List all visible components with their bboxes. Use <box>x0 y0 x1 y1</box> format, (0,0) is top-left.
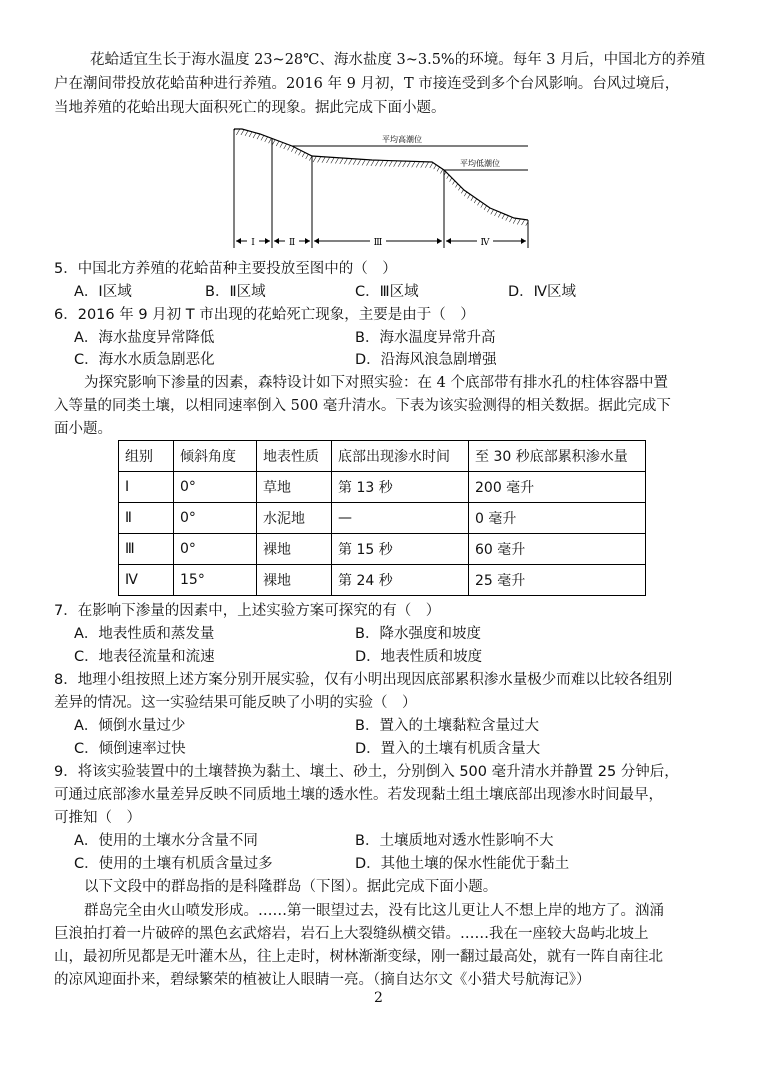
table-row <box>119 565 646 596</box>
question-5-stem: 5．中国北方养殖的花蛤苗种主要投放至图中的（ ） <box>54 261 397 277</box>
q8-option-a[interactable]: A．倾倒水量过少 <box>74 718 186 734</box>
table-cell: Ⅳ <box>119 565 174 596</box>
question-9-stem: 9．将该实验装置中的土壤替换为黏土、壤土、砂土，分别倒入 500 毫升清水并静置 25 分钟后， <box>54 764 679 780</box>
table-row <box>119 534 646 565</box>
table-cell: Ⅲ <box>119 534 174 565</box>
q8-option-c[interactable]: C．倾倒速率过快 <box>74 741 186 757</box>
q6-option-c[interactable]: C．海水水质急剧恶化 <box>74 352 215 368</box>
intro-line: 当地养殖的花蛤出现大面积死亡的现象。据此完成下面小题。 <box>54 100 446 116</box>
tidal-zone-diagram <box>232 126 532 252</box>
ground-hatch <box>234 129 528 226</box>
table-header: 组别 <box>119 441 174 472</box>
zone-label-4: Ⅳ <box>480 238 490 248</box>
q9-option-c[interactable]: C．使用的土壤有机质含量过多 <box>74 856 273 872</box>
table-cell: 水泥地 <box>257 503 332 534</box>
q6-option-b[interactable]: B．海水温度异常升高 <box>355 330 496 346</box>
question-6-stem: 6．2016 年 9 月初 T 市出现的花蛤死亡现象，主要是由于（ ） <box>54 307 475 323</box>
table-cell: 草地 <box>257 472 332 503</box>
q9-option-a[interactable]: A．使用的土壤水分含量不同 <box>74 833 258 849</box>
question-8-stem: 8．地理小组按照上述方案分别开展实验，仅有小明出现因底部累积渗水量极少而难以比较各组别 <box>54 672 673 688</box>
table-header-row <box>119 441 646 472</box>
experiment-table <box>118 440 646 596</box>
passage-line: 巨浪拍打着一片破碎的黑色玄武熔岩，岩石上大裂缝纵横交错。……我在一座较大岛屿北坡上 <box>54 926 649 942</box>
table-cell: Ⅱ <box>119 503 174 534</box>
table-cell: 第 24 秒 <box>332 565 469 596</box>
table-cell: 第 13 秒 <box>332 472 469 503</box>
table-header: 至 30 秒底部累积渗水量 <box>469 441 646 472</box>
table-cell: 0° <box>174 503 257 534</box>
intro-line: 花蛤适宜生长于海水温度 23~28℃、海水盐度 3~3.5%的环境。每年 3 月后，中国北方的养殖 <box>90 52 706 68</box>
question-9-stem: 可通过底部渗水量差异反映不同质地土壤的透水性。若发现黏土组土壤底部出现渗水时间最早， <box>54 787 663 803</box>
passage-line: 山，最初所见都是无叶灌木丛，往上走时，树林渐渐变绿，刚一翻过最高处，就有一阵自南往北 <box>54 949 663 965</box>
zone-label-1: Ⅰ <box>251 238 255 248</box>
table-cell: 15° <box>174 565 257 596</box>
table-row <box>119 503 646 534</box>
page-number: 2 <box>374 990 383 1006</box>
table-row <box>119 472 646 503</box>
q7-option-a[interactable]: A．地表性质和蒸发量 <box>74 626 215 642</box>
table-cell: 25 毫升 <box>469 565 646 596</box>
table-cell: 裸地 <box>257 534 332 565</box>
q5-option-c[interactable]: C．Ⅲ区域 <box>355 284 419 300</box>
table-cell: 60 毫升 <box>469 534 646 565</box>
table-cell: 第 15 秒 <box>332 534 469 565</box>
q8-option-d[interactable]: D．置入的土壤有机质含量大 <box>355 741 541 757</box>
intro-line: 以下文段中的群岛指的是科隆群岛（下图）。据此完成下面小题。 <box>84 879 498 895</box>
q9-option-d[interactable]: D．其他土壤的保水性能优于黏土 <box>355 856 570 872</box>
q7-option-d[interactable]: D．地表性质和坡度 <box>355 649 483 665</box>
intro-line: 户在潮间带投放花蛤苗种进行养殖。2016 年 9 月初，T 市接连受到多个台风影响。台风过境后， <box>54 76 680 92</box>
low-tide-label: 平均低潮位 <box>460 159 500 168</box>
high-tide-label: 平均高潮位 <box>382 135 422 144</box>
zone-label-3: Ⅲ <box>373 238 383 248</box>
q6-option-a[interactable]: A．海水盐度异常降低 <box>74 330 215 346</box>
table-cell: 裸地 <box>257 565 332 596</box>
table-cell: 0° <box>174 472 257 503</box>
question-9-stem: 可推知（ ） <box>54 810 141 826</box>
q9-option-b[interactable]: B．土壤质地对透水性影响不大 <box>355 833 554 849</box>
table-cell: — <box>332 503 469 534</box>
table-cell: Ⅰ <box>119 472 174 503</box>
intro-line: 入等量的同类土壤，以相同速率倒入 500 毫升清水。下表为该实验测得的相关数据。据此完成下 <box>54 398 671 414</box>
intro-line: 面小题。 <box>54 421 112 437</box>
q5-option-b[interactable]: B．Ⅱ区域 <box>205 284 266 300</box>
table-cell: 0° <box>174 534 257 565</box>
q5-option-a[interactable]: A．Ⅰ区域 <box>74 284 132 300</box>
passage-line: 群岛完全由火山喷发形成。……第一眼望过去，没有比这儿更让人不想上岸的地方了。汹涌 <box>84 903 664 919</box>
table-cell: 0 毫升 <box>469 503 646 534</box>
q5-option-d[interactable]: D．Ⅳ区域 <box>508 284 577 300</box>
q8-option-b[interactable]: B．置入的土壤黏粒含量过大 <box>355 718 539 734</box>
table-header: 地表性质 <box>257 441 332 472</box>
question-8-stem: 差异的情况。这一实验结果可能反映了小明的实验（ ） <box>54 695 417 711</box>
intro-line: 为探究影响下渗量的因素，森特设计如下对照实验：在 4 个底部带有排水孔的柱体容器中置 <box>84 375 668 391</box>
question-7-stem: 7．在影响下渗量的因素中，上述实验方案可探究的有（ ） <box>54 603 441 619</box>
table-cell: 200 毫升 <box>469 472 646 503</box>
passage-line: 的凉风迎面扑来，碧绿繁荣的植被让人眼睛一亮。（摘自达尔文《小猎犬号航海记》） <box>54 972 591 988</box>
q7-option-c[interactable]: C．地表径流量和流速 <box>74 649 215 665</box>
table-header: 倾斜角度 <box>174 441 257 472</box>
q7-option-b[interactable]: B．降水强度和坡度 <box>355 626 481 642</box>
zone-label-2: Ⅱ <box>288 238 296 248</box>
q6-option-d[interactable]: D．沿海风浪急剧增强 <box>355 352 497 368</box>
table-header: 底部出现渗水时间 <box>332 441 469 472</box>
